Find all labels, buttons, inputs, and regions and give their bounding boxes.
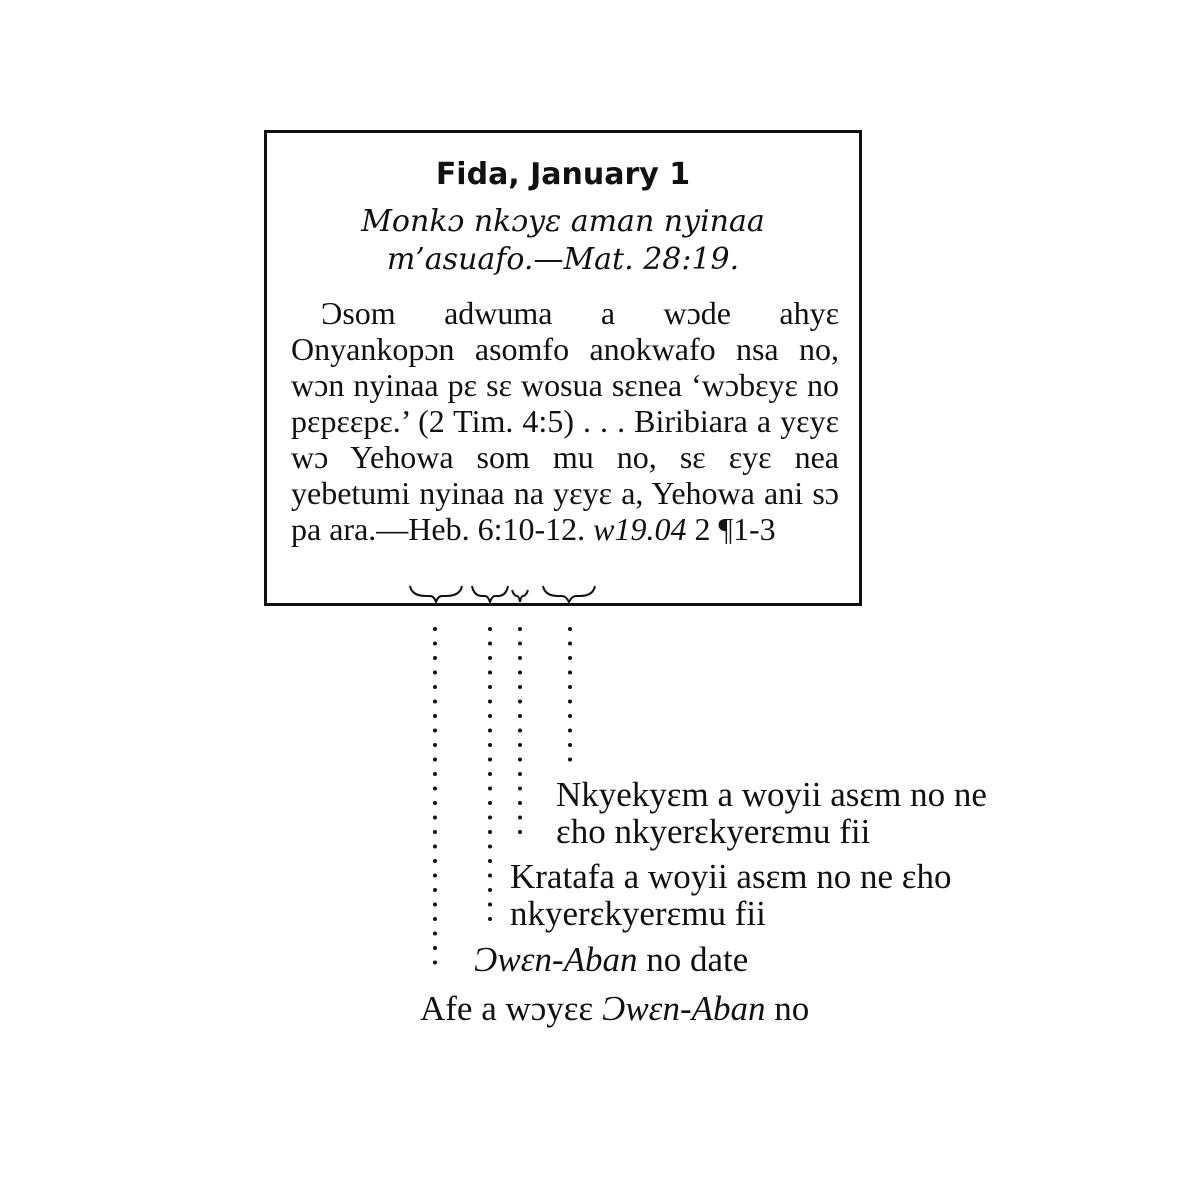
label-year-prefix: Afe a wɔyɛɛ (420, 989, 602, 1028)
theme-scripture-line-2: m’asuafo.—Mat. 28:19. (386, 242, 740, 277)
label-paragraph-line-1: Nkyekyɛm a woyii asɛm no ne (556, 775, 987, 814)
theme-scripture-line-1: Monkɔ nkɔyɛ aman nyinaa (361, 204, 765, 239)
label-paragraph-line-2: ɛho nkyerɛkyerɛmu fii (556, 812, 871, 851)
ref-publication: w19 (593, 511, 647, 547)
ref-issue: 04 (654, 511, 687, 547)
label-year-suffix: no (765, 989, 810, 1028)
label-issue-rest: no date (637, 940, 749, 979)
date-heading: Fida, January 1 (435, 157, 691, 192)
brace-page (512, 590, 528, 602)
label-year (420, 990, 809, 1027)
brace-issue (472, 586, 508, 602)
comment-text: Ɔsom adwuma a wɔde ahyɛ Onyankopɔn asomfo anokwafo nsa no, wɔn nyinaa pɛ sɛ wosua sɛnea ‘wɔbɛyɛ no pɛpɛɛpɛ.’ (2 Tim. 4:5) . . . Biribiara a yɛyɛ wɔ Yehowa som mu no, sɛ ɛyɛ nea yebetumi nyinaa na yɛyɛ a, Yehowa ani sɔ pa ara.—Heb. 6:10-12. (291, 295, 839, 547)
brace-publication (410, 586, 462, 602)
label-issue-date (474, 941, 748, 978)
label-year-magazine: Ɔwɛn-Aban (601, 989, 766, 1028)
ref-page: 2 (694, 511, 711, 547)
label-paragraph (556, 776, 987, 850)
ref-paragraph: ¶1-3 (718, 511, 776, 547)
label-page-line-2: nkyerɛkyerɛmu fii (510, 894, 766, 933)
label-issue-magazine: Ɔwɛn-Aban (474, 940, 638, 979)
label-page-line-1: Kratafa a woyii asɛm no ne ɛho (510, 857, 952, 896)
ref-dot: . (646, 511, 655, 547)
brace-paragraph (543, 586, 595, 602)
label-page (510, 858, 951, 932)
